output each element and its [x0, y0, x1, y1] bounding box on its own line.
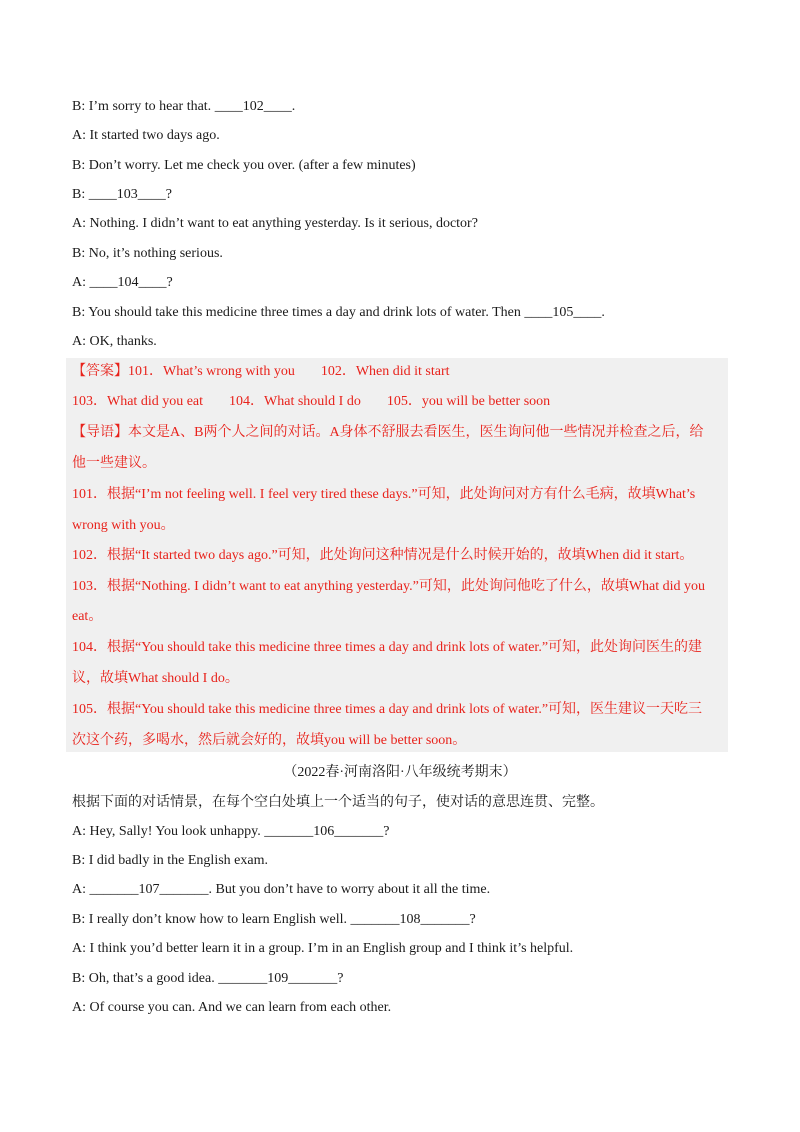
explanation-line: 102．根据“It started two days ago.”可知，此处询问这种情况是什么时候开始的，故填When did it start。	[72, 548, 694, 563]
dialogue1-line-7	[72, 273, 173, 293]
explanation-line: wrong with you。	[72, 518, 175, 533]
dialogue1-line-6	[72, 244, 223, 264]
dialogue2-line-3	[72, 880, 490, 900]
answer-103: 103．What did you eat	[72, 394, 204, 409]
dialogue1-line-9	[72, 332, 157, 352]
dialogue-text: B: Don’t worry. Let me check you over. (after a few minutes)	[72, 158, 416, 173]
explanation-line: 次这个药，多喝水，然后就会好的，故填you will be better soon。	[72, 733, 467, 748]
dialogue1-line-3	[72, 156, 416, 176]
dialogue-text: .	[291, 99, 296, 114]
answer-102: 102．When did it start	[320, 364, 450, 379]
dialogue-text: B: You should take this medicine three times a day and drink lots of water. Then	[72, 305, 525, 320]
dialogue-text: A: OK, thanks.	[72, 334, 157, 349]
dialogue-text: B: Oh, that’s a good idea.	[72, 971, 219, 986]
dialogue2-line-5	[72, 939, 573, 959]
dialogue2-line-4	[72, 910, 476, 930]
dialogue-text: A:	[72, 882, 90, 897]
dialogue-text: A: I think you’d better learn it in a group. I’m in an English group and I think it’s helpful.	[72, 941, 574, 956]
blank-106: _______106_______	[264, 824, 384, 839]
explanation-line: 101．根据“I’m not feeling well. I feel very tired these days.”可知，此处询问对方有什么毛病，故填What’s	[72, 487, 696, 502]
dialogue1-line-5	[72, 214, 478, 234]
blank-108: _______108_______	[350, 912, 470, 927]
guide-line-1	[72, 423, 704, 443]
answer-104: 104．What should I do	[229, 394, 361, 409]
answer-line-2	[72, 392, 550, 412]
guide-tag: 【导语】	[72, 425, 128, 440]
guide-line-2	[72, 454, 156, 474]
dialogue1-line-1	[72, 97, 295, 117]
explanation-line: 议，故填What should I do。	[72, 671, 239, 686]
blank-107: _______107_______	[89, 882, 209, 897]
dialogue2-line-1	[72, 822, 389, 842]
dialogue-text: B: I’m sorry to hear that.	[72, 99, 215, 114]
dialogue-text: ?	[165, 187, 172, 202]
question-instruction: 根据下面的对话情景，在每个空白处填上一个适当的句子，使对话的意思连贯、完整。	[72, 795, 604, 810]
dialogue-text: B: I did badly in the English exam.	[72, 853, 268, 868]
dialogue-text: ?	[337, 971, 344, 986]
dialogue1-line-8	[72, 303, 605, 323]
answer-101: 101．What’s wrong with you	[128, 364, 295, 379]
blank-103: ____103____	[88, 187, 166, 202]
explanation-line: 105．根据“You should take this medicine three times a day and drink lots of water.”可知，医生建议一天吃三	[72, 702, 703, 717]
explanation-line: eat。	[72, 609, 103, 624]
dialogue-text: ?	[166, 275, 173, 290]
dialogue2-line-6	[72, 969, 343, 989]
guide-text: 本文是A、B两个人之间的对话。A身体不舒服去看医生，医生询问他一些情况并检查之后，给	[128, 425, 704, 440]
dialogue2-line-2	[72, 851, 268, 871]
guide-text: 他一些建议。	[72, 456, 156, 471]
dialogue-text: B:	[72, 187, 89, 202]
dialogue1-line-4	[72, 185, 172, 205]
dialogue-text: A:	[72, 275, 90, 290]
answer-line-1	[72, 362, 450, 382]
dialogue-text: B: I really don’t know how to learn English well.	[72, 912, 351, 927]
answer-tag: 【答案】	[72, 364, 128, 379]
dialogue-text: .	[601, 305, 605, 320]
explanation-line: 104．根据“You should take this medicine three times a day and drink lots of water.”可知，此处询问医生的建	[72, 640, 703, 655]
dialogue-text: A: Hey, Sally! You look unhappy.	[72, 824, 265, 839]
dialogue-text: A: It started two days ago.	[72, 128, 220, 143]
dialogue-text: . But you don’t have to worry about it all the time.	[208, 882, 491, 897]
explanation-line: 103．根据“Nothing. I didn’t want to eat anything yesterday.”可知，此处询问他吃了什么，故填What did you	[72, 579, 706, 594]
dialogue-text: ?	[383, 824, 390, 839]
blank-105: ____105____	[524, 305, 602, 320]
blank-104: ____104____	[89, 275, 167, 290]
answer-105: 105．you will be better soon	[386, 394, 551, 409]
dialogue-text: B: No, it’s nothing serious.	[72, 246, 223, 261]
dialogue1-line-2	[72, 126, 220, 146]
question-source: （2022春·河南洛阳·八年级统考期末）	[283, 765, 517, 780]
dialogue-text: A: Nothing. I didn’t want to eat anything yesterday. Is it serious, doctor?	[72, 216, 478, 231]
blank-102: ____102____	[214, 99, 292, 114]
blank-109: _______109_______	[218, 971, 338, 986]
dialogue2-line-7	[72, 998, 391, 1018]
dialogue-text: A: Of course you can. And we can learn from each other.	[72, 1000, 392, 1015]
dialogue-text: ?	[469, 912, 476, 927]
